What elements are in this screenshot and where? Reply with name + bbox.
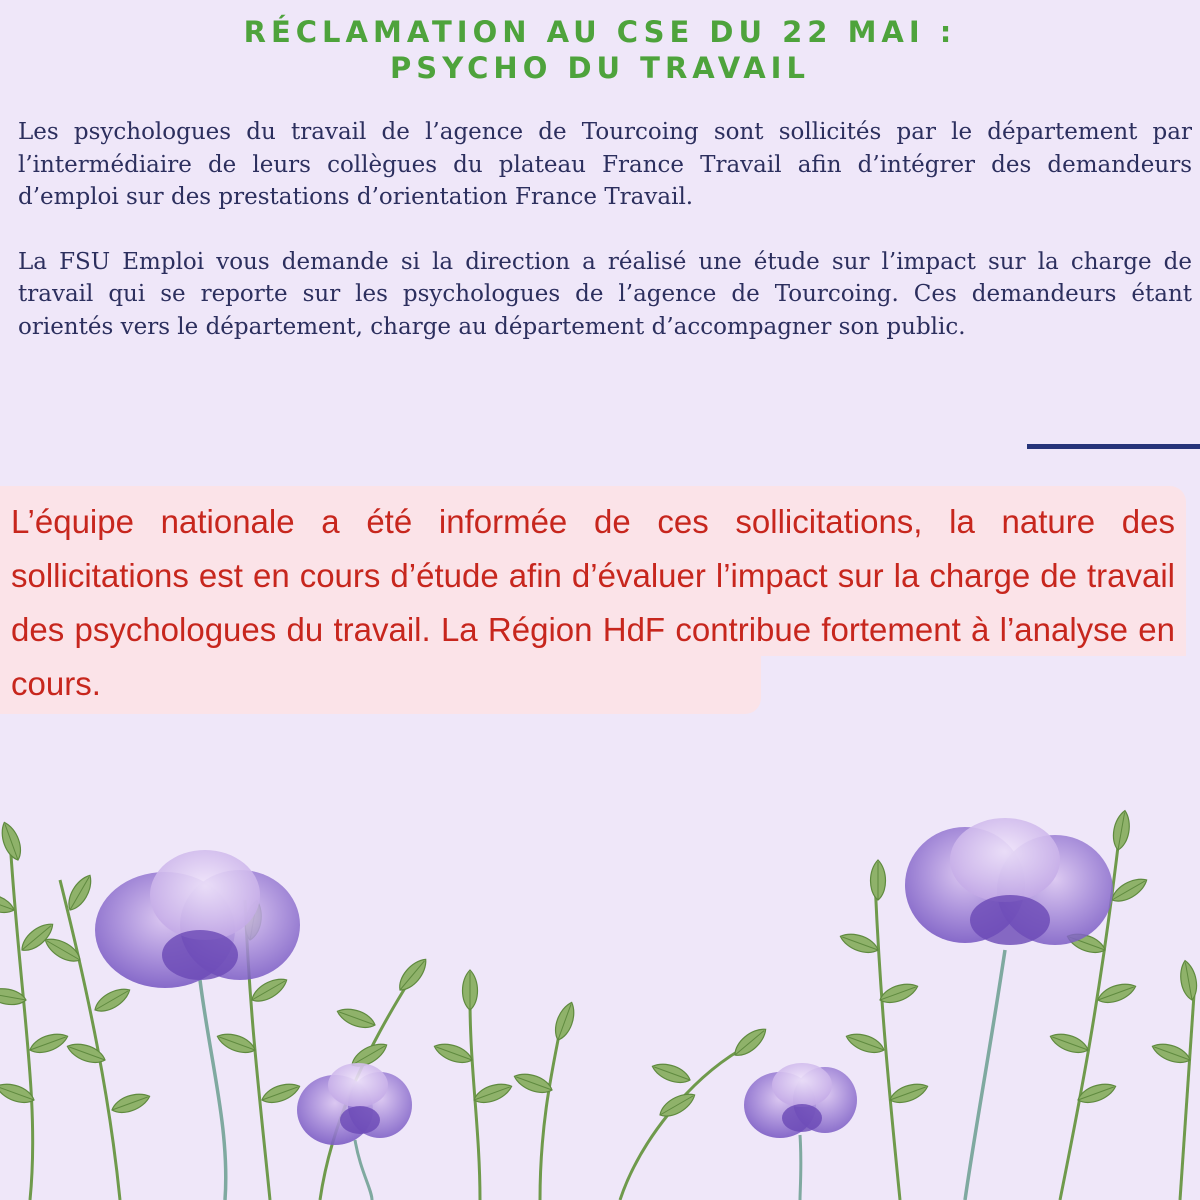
- right-flower-stem: [965, 950, 1005, 1200]
- flower-illustration: [0, 800, 1200, 1200]
- question-paragraph-2: La FSU Emploi vous demande si la direction a réalisé une étude sur l’impact sur la charge de travail qui se reporte sur les psychologues de l’agence de Tourcoing. Ces demandeurs étant orientés vers le département, charge au département d’accompagner son public.: [18, 248, 1192, 340]
- left-leaves: [0, 820, 579, 1117]
- left-flower-stem: [200, 980, 226, 1200]
- section-divider: [1027, 444, 1200, 449]
- left-large-flower: [95, 850, 300, 988]
- page-title: [0, 14, 1200, 86]
- right-small-flower: [744, 1063, 857, 1138]
- left-small-flower-stem: [355, 1140, 372, 1200]
- left-small-flower: [297, 1063, 412, 1145]
- right-small-flower-stem: [800, 1135, 801, 1200]
- title-line-1: RÉCLAMATION AU CSE DU 22 MAI :: [243, 15, 957, 49]
- question-paragraph-1: Les psychologues du travail de l’agence de Tourcoing sont sollicités par le département par l’intermédiaire de leurs collègues du plateau France Travail afin d’intégrer des demandeurs d’emploi sur des prestations d’orientation France Travail.: [18, 119, 1192, 210]
- title-line-2: PSYCHO DU TRAVAIL: [390, 51, 810, 85]
- right-large-flower: [905, 818, 1113, 945]
- question-text: [18, 116, 1192, 375]
- answer-text: L’équipe nationale a été informée de ces sollicitations, la nature des sollicitations est en cours d’étude afin d’évaluer l’impact sur la charge de travail des psychologues du travail. La Région HdF contribue fortement à l’analyse en cours.: [11, 503, 1175, 702]
